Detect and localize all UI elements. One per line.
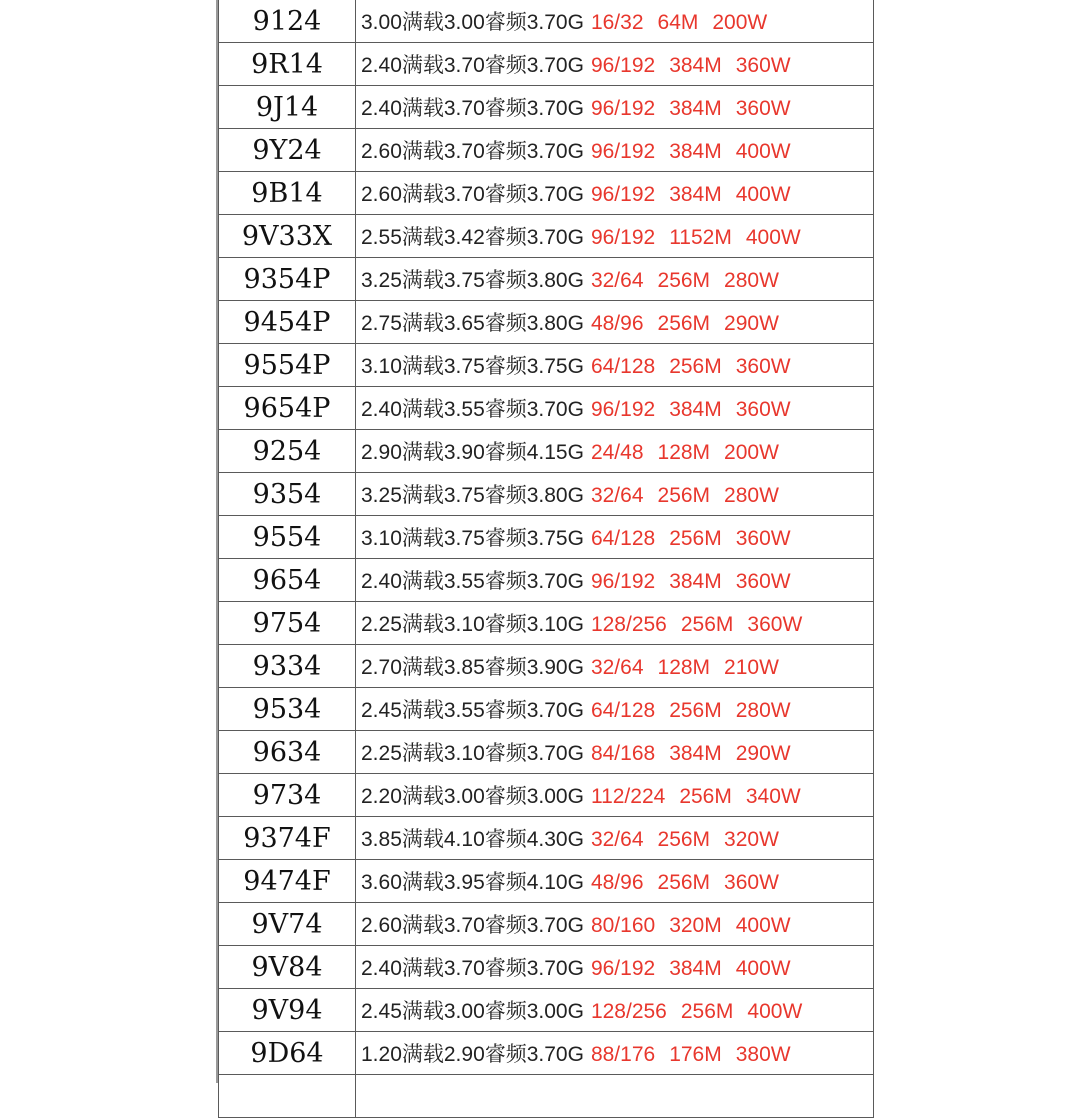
model-cell[interactable]: [219, 516, 356, 559]
model-name: 9354P: [243, 263, 331, 295]
cores-threads: 64/128: [590, 355, 656, 378]
cores-threads: 24/48: [590, 441, 644, 464]
cores-threads: 48/96: [590, 871, 644, 894]
cores-threads: 96/192: [590, 957, 656, 980]
tdp-watts: 280W: [735, 699, 791, 722]
cores-threads: 16/32: [590, 11, 644, 34]
tdp-watts: 360W: [735, 527, 791, 550]
spec-cell[interactable]: [356, 301, 874, 344]
spec-table-body: [219, 0, 874, 1118]
spec-cell-empty[interactable]: [356, 1075, 874, 1118]
cores-threads: 96/192: [590, 54, 656, 77]
model-name: 9B14: [251, 177, 323, 209]
table-row-9354: [219, 473, 874, 516]
l3-cache: 176M: [669, 1043, 722, 1066]
frequency-text: 2.55满载3.42睿频3.70G: [361, 226, 584, 249]
tdp-watts: 290W: [724, 312, 779, 335]
table-row-9R14: [219, 43, 874, 86]
tdp-watts: 200W: [712, 11, 768, 34]
frequency-text: 2.45满载3.00睿频3.00G: [361, 1000, 584, 1023]
table-row-9654P: [219, 387, 874, 430]
spec-cell[interactable]: [356, 430, 874, 473]
cores-threads: 128/256: [590, 1000, 667, 1023]
l3-cache: 256M: [680, 1000, 734, 1023]
tdp-watts: 360W: [735, 54, 791, 77]
spec-cell[interactable]: [356, 645, 874, 688]
cores-threads: 96/192: [590, 183, 656, 206]
tdp-watts: 360W: [735, 398, 791, 421]
model-name: 9124: [252, 5, 322, 37]
model-name: 9474F: [243, 865, 331, 897]
l3-cache: 256M: [669, 699, 722, 722]
tdp-watts: 360W: [735, 355, 791, 378]
cores-threads: 64/128: [590, 527, 656, 550]
model-cell[interactable]: [219, 387, 356, 430]
l3-cache: 256M: [680, 613, 734, 636]
table-row-9654: [219, 559, 874, 602]
spec-cell[interactable]: [356, 129, 874, 172]
table-row-partial: [219, 1075, 874, 1118]
frequency-text: 3.85满载4.10睿频4.30G: [361, 828, 584, 851]
cores-threads: 84/168: [590, 742, 656, 765]
l3-cache: 256M: [669, 527, 722, 550]
frequency-text: 2.25满载3.10睿频3.70G: [361, 742, 584, 765]
l3-cache: 64M: [657, 11, 699, 34]
spec-cell[interactable]: [356, 387, 874, 430]
table-row-9754: [219, 602, 874, 645]
spec-cell[interactable]: [356, 903, 874, 946]
model-cell[interactable]: [219, 602, 356, 645]
model-name: 9634: [252, 736, 322, 768]
model-cell[interactable]: [219, 0, 356, 43]
l3-cache: 256M: [669, 355, 722, 378]
frequency-text: 3.25满载3.75睿频3.80G: [361, 484, 584, 507]
spec-cell[interactable]: [356, 688, 874, 731]
spec-cell[interactable]: [356, 989, 874, 1032]
l3-cache: 384M: [669, 398, 722, 421]
cores-threads: 96/192: [590, 398, 656, 421]
cores-threads: 96/192: [590, 226, 656, 249]
model-cell[interactable]: [219, 946, 356, 989]
model-name: 9334: [252, 650, 322, 682]
frequency-text: 2.45满载3.55睿频3.70G: [361, 699, 584, 722]
spec-cell[interactable]: [356, 516, 874, 559]
tdp-watts: 200W: [724, 441, 779, 464]
model-name: 9754: [252, 607, 322, 639]
table-row-9474F: [219, 860, 874, 903]
table-row-9V84: [219, 946, 874, 989]
l3-cache: 256M: [657, 871, 711, 894]
cores-threads: 112/224: [590, 785, 666, 808]
tdp-watts: 320W: [724, 828, 779, 851]
table-row-9554P: [219, 344, 874, 387]
model-cell-empty[interactable]: [219, 1075, 356, 1118]
table-row-9254: [219, 430, 874, 473]
tdp-watts: 360W: [735, 570, 791, 593]
frequency-text: 2.60满载3.70睿频3.70G: [361, 914, 584, 937]
table-row-9D64: [219, 1032, 874, 1075]
spec-cell[interactable]: [356, 0, 874, 43]
cores-threads: 80/160: [590, 914, 656, 937]
l3-cache: 256M: [657, 484, 711, 507]
table-row-9J14: [219, 86, 874, 129]
cores-threads: 64/128: [590, 699, 656, 722]
cores-threads: 32/64: [590, 656, 644, 679]
model-name: 9V84: [251, 951, 323, 983]
frequency-text: 2.75满载3.65睿频3.80G: [361, 312, 584, 335]
model-cell[interactable]: [219, 473, 356, 516]
model-cell[interactable]: [219, 430, 356, 473]
tdp-watts: 360W: [735, 97, 791, 120]
tdp-watts: 290W: [735, 742, 791, 765]
spec-cell[interactable]: [356, 258, 874, 301]
frequency-text: 2.60满载3.70睿频3.70G: [361, 183, 584, 206]
tdp-watts: 360W: [724, 871, 779, 894]
model-cell[interactable]: [219, 258, 356, 301]
l3-cache: 384M: [669, 140, 722, 163]
model-cell[interactable]: [219, 989, 356, 1032]
frequency-text: 2.40满载3.70睿频3.70G: [361, 957, 584, 980]
frequency-text: 1.20满载2.90睿频3.70G: [361, 1043, 584, 1066]
cores-threads: 96/192: [590, 140, 656, 163]
l3-cache: 384M: [669, 183, 722, 206]
model-cell[interactable]: [219, 1032, 356, 1075]
model-name: 9654P: [243, 392, 331, 424]
model-name: 9254: [252, 435, 322, 467]
l3-cache: 384M: [669, 570, 722, 593]
model-cell[interactable]: [219, 129, 356, 172]
tdp-watts: 400W: [747, 1000, 803, 1023]
table-row-9354P: [219, 258, 874, 301]
cores-threads: 96/192: [590, 97, 656, 120]
model-cell[interactable]: [219, 172, 356, 215]
frequency-text: 3.60满载3.95睿频4.10G: [361, 871, 584, 894]
frequency-text: 2.25满载3.10睿频3.10G: [361, 613, 584, 636]
model-name: 9R14: [251, 48, 323, 80]
spec-cell[interactable]: [356, 43, 874, 86]
tdp-watts: 400W: [735, 140, 791, 163]
l3-cache: 320M: [669, 914, 722, 937]
tdp-watts: 400W: [745, 226, 801, 249]
frequency-text: 2.40满载3.55睿频3.70G: [361, 570, 584, 593]
frequency-text: 2.20满载3.00睿频3.00G: [361, 785, 584, 808]
frequency-text: 2.90满载3.90睿频4.15G: [361, 441, 584, 464]
table-row-9Y24: [219, 129, 874, 172]
l3-cache: 384M: [669, 54, 722, 77]
model-cell[interactable]: [219, 817, 356, 860]
cores-threads: 128/256: [590, 613, 667, 636]
table-row-9334: [219, 645, 874, 688]
spec-cell[interactable]: [356, 473, 874, 516]
l3-cache: 128M: [657, 656, 711, 679]
tdp-watts: 360W: [747, 613, 803, 636]
table-row-9734: [219, 774, 874, 817]
spec-cell[interactable]: [356, 215, 874, 258]
model-name: 9J14: [255, 91, 319, 123]
model-cell[interactable]: [219, 43, 356, 86]
cores-threads: 32/64: [590, 484, 644, 507]
l3-cache: 1152M: [669, 226, 732, 249]
table-row-9374F: [219, 817, 874, 860]
table-row-9454P: [219, 301, 874, 344]
frequency-text: 2.60满载3.70睿频3.70G: [361, 140, 584, 163]
model-name: 9734: [252, 779, 322, 811]
l3-cache: 384M: [669, 957, 722, 980]
model-name: 9V94: [251, 994, 323, 1026]
model-name: 9374F: [243, 822, 331, 854]
l3-cache: 384M: [669, 742, 722, 765]
model-cell[interactable]: [219, 344, 356, 387]
model-cell[interactable]: [219, 774, 356, 817]
model-name: 9D64: [250, 1037, 324, 1069]
model-name: 9V74: [251, 908, 323, 940]
spec-cell[interactable]: [356, 602, 874, 645]
table-row-9634: [219, 731, 874, 774]
model-name: 9V33X: [241, 220, 333, 252]
table-row-9554: [219, 516, 874, 559]
cores-threads: 96/192: [590, 570, 656, 593]
cores-threads: 32/64: [590, 269, 644, 292]
model-name: 9654: [252, 564, 322, 596]
l3-cache: 128M: [657, 441, 711, 464]
table-row-9124: [219, 0, 874, 43]
model-name: 9Y24: [252, 134, 322, 166]
model-name: 9554: [252, 521, 322, 553]
l3-cache: 384M: [669, 97, 722, 120]
model-name: 9554P: [243, 349, 331, 381]
l3-cache: 256M: [657, 312, 711, 335]
frequency-text: 2.40满载3.55睿频3.70G: [361, 398, 584, 421]
model-cell[interactable]: [219, 860, 356, 903]
model-cell[interactable]: [219, 731, 356, 774]
l3-cache: 256M: [679, 785, 732, 808]
tdp-watts: 400W: [735, 183, 791, 206]
tdp-watts: 400W: [735, 914, 791, 937]
table-row-9B14: [219, 172, 874, 215]
tdp-watts: 380W: [735, 1043, 791, 1066]
cpu-spec-table: [218, 0, 874, 1118]
table-row-9534: [219, 688, 874, 731]
table-row-9V74: [219, 903, 874, 946]
model-cell[interactable]: [219, 301, 356, 344]
tdp-watts: 280W: [724, 269, 779, 292]
model-cell[interactable]: [219, 215, 356, 258]
spec-cell[interactable]: [356, 344, 874, 387]
spec-cell[interactable]: [356, 946, 874, 989]
cores-threads: 48/96: [590, 312, 644, 335]
spec-cell[interactable]: [356, 559, 874, 602]
model-name: 9354: [252, 478, 322, 510]
frequency-text: 3.25满载3.75睿频3.80G: [361, 269, 584, 292]
table-row-9V94: [219, 989, 874, 1032]
frequency-text: 3.00满载3.00睿频3.70G: [361, 11, 584, 34]
spec-cell[interactable]: [356, 172, 874, 215]
spec-cell[interactable]: [356, 860, 874, 903]
l3-cache: 256M: [657, 269, 711, 292]
spec-cell[interactable]: [356, 1032, 874, 1075]
model-name: 9454P: [243, 306, 331, 338]
spec-cell[interactable]: [356, 774, 874, 817]
spec-cell[interactable]: [356, 86, 874, 129]
cores-threads: 88/176: [590, 1043, 656, 1066]
frequency-text: 2.70满载3.85睿频3.90G: [361, 656, 584, 679]
frequency-text: 2.40满载3.70睿频3.70G: [361, 54, 584, 77]
tdp-watts: 340W: [745, 785, 801, 808]
model-cell[interactable]: [219, 559, 356, 602]
model-cell[interactable]: [219, 86, 356, 129]
cores-threads: 32/64: [590, 828, 644, 851]
table-row-9V33X: [219, 215, 874, 258]
model-name: 9534: [252, 693, 322, 725]
model-cell[interactable]: [219, 903, 356, 946]
frequency-text: 2.40满载3.70睿频3.70G: [361, 97, 584, 120]
tdp-watts: 280W: [724, 484, 779, 507]
frequency-text: 3.10满载3.75睿频3.75G: [361, 355, 584, 378]
tdp-watts: 400W: [735, 957, 791, 980]
tdp-watts: 210W: [724, 656, 779, 679]
spec-cell[interactable]: [356, 731, 874, 774]
model-cell[interactable]: [219, 645, 356, 688]
frequency-text: 3.10满载3.75睿频3.75G: [361, 527, 584, 550]
spec-cell[interactable]: [356, 817, 874, 860]
l3-cache: 256M: [657, 828, 711, 851]
model-cell[interactable]: [219, 688, 356, 731]
